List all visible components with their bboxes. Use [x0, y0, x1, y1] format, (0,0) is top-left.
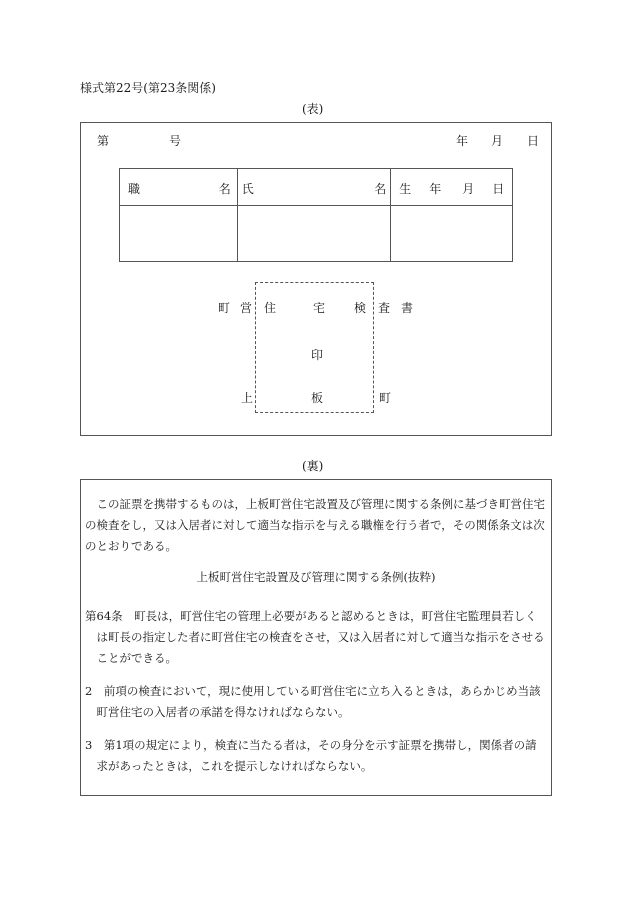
seal-bottom-right-char: 町	[379, 391, 392, 405]
title-char-3: 住	[264, 301, 277, 315]
title-char-1: 町	[218, 301, 231, 315]
seal-center-char: 印	[311, 348, 324, 362]
form-number: 様式第22号(第23条関係)	[80, 81, 216, 95]
position-value-cell	[120, 206, 238, 262]
date-month: 月	[491, 134, 504, 148]
birthdate-value-cell	[391, 206, 513, 262]
name-value-cell	[237, 206, 390, 262]
item-2-text: 前項の検査において，現に使用している町営住宅に立ち入るときは，あらかじめ当該町営住宅の入居者の承諾を得なければならない。	[96, 684, 541, 719]
header-name-char2: 名	[374, 182, 387, 196]
seal-bottom-left-char: 上	[241, 391, 254, 405]
front-card	[80, 122, 552, 436]
header-name-char1: 氏	[241, 182, 254, 196]
title-char-2: 営	[240, 301, 253, 315]
title-char-6: 査	[378, 301, 391, 315]
item-2-label: 2	[85, 684, 93, 698]
article-64-text: 町長は，町営住宅の管理上必要があると認めるときは，町営住宅監理員若しくは町長の指定した者に町営住宅の検査をさせ，又は入居者に対して適当な指示をさせることができる。	[96, 609, 545, 665]
header-birthdate	[391, 169, 513, 206]
header-position	[120, 169, 238, 206]
number-prefix: 第	[97, 134, 110, 148]
header-position-char2: 名	[218, 182, 231, 196]
article-item-3	[85, 735, 547, 777]
header-position-char1: 職	[128, 182, 141, 196]
id-table	[119, 168, 513, 262]
title-char-7: 書	[401, 301, 414, 315]
title-char-5: 検	[354, 301, 367, 315]
header-birth-char1: 生	[399, 182, 412, 196]
header-birth-char2: 年	[429, 182, 442, 196]
seal-bottom-center-char: 板	[311, 391, 324, 405]
ordinance-subtitle: 上板町営住宅設置及び管理に関する条例(抜粋)	[196, 570, 436, 584]
back-label: (裏)	[302, 459, 324, 473]
front-label: (表)	[302, 102, 324, 116]
header-birth-char3: 月	[462, 182, 475, 196]
back-card	[80, 479, 552, 796]
intro-paragraph: この証票を携帯するものは，上板町営住宅設置及び管理に関する条例に基づき町営住宅の検査をし，又は入居者に対して適当な指示を与える職権を行う者で，その関係条文は次のとおりである。	[85, 497, 545, 553]
number-suffix: 号	[169, 134, 182, 148]
date-day: 日	[527, 134, 540, 148]
header-birth-char4: 日	[492, 182, 505, 196]
title-char-4: 宅	[313, 301, 326, 315]
item-3-label: 3	[85, 738, 93, 752]
article-item-2	[85, 681, 547, 723]
item-3-text: 第1項の規定により，検査に当たる者は，その身分を示す証票を携帯し，関係者の請求があったときは，これを提示しなければならない。	[96, 738, 537, 773]
article-64-label: 第64条	[85, 609, 123, 623]
article-64	[85, 606, 547, 669]
header-name	[237, 169, 390, 206]
date-year: 年	[456, 134, 469, 148]
